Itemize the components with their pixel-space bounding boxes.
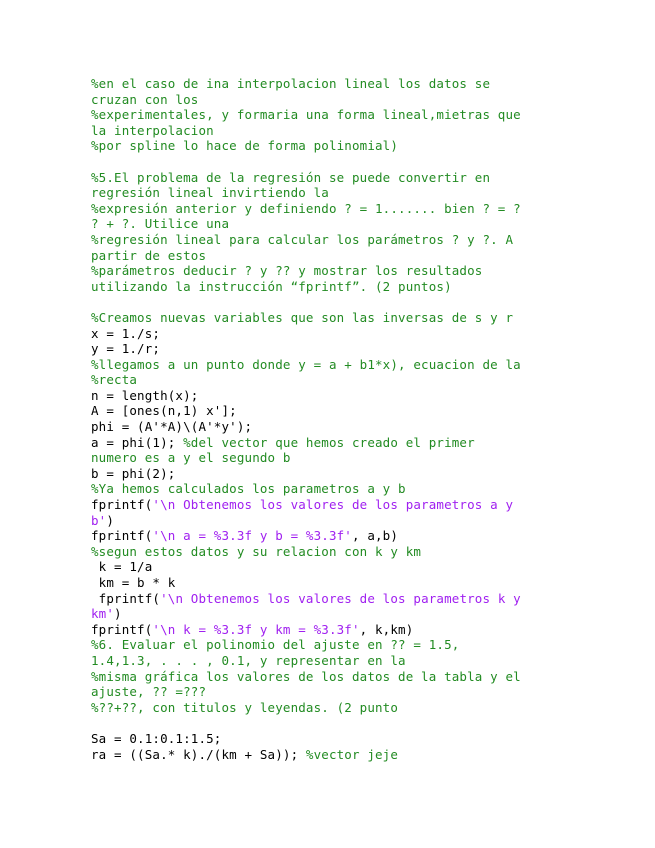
comment-text: %5.El problema de la regresión se puede convertir en (91, 169, 491, 185)
code-text: fprintf( (91, 528, 153, 544)
code-line (91, 637, 571, 653)
comment-text: %6. Evaluar el polinomio del ajuste en ?? = 1.5, (91, 637, 460, 653)
comment-text: %experimentales, y formaria una forma lineal,mietras que (91, 107, 521, 123)
blank-line (91, 715, 571, 731)
code-line (91, 653, 571, 669)
code-line (91, 341, 571, 357)
string-literal: km' (91, 606, 115, 622)
blank-line (91, 294, 571, 310)
comment-text: ? + ?. Utilice una (91, 216, 230, 232)
code-line (91, 497, 571, 513)
code-line (91, 606, 571, 622)
code-line (91, 591, 571, 607)
code-line (91, 731, 571, 747)
code-line (91, 513, 571, 529)
code-line (91, 232, 571, 248)
code-line (91, 185, 571, 201)
code-text: n = length(x); (91, 387, 199, 403)
code-line (91, 435, 571, 451)
code-line (91, 216, 571, 232)
comment-text: cruzan con los (91, 91, 199, 107)
code-line (91, 357, 571, 373)
comment-text: partir de estos (91, 247, 207, 263)
code-text: fprintf( (91, 590, 161, 606)
code-line (91, 170, 571, 186)
comment-text: %??+??, con titulos y leyendas. (2 punto (91, 699, 399, 715)
code-line (91, 528, 571, 544)
code-text: Sa = 0.1:0.1:1.5; (91, 730, 222, 746)
comment-text: %segun estos datos y su relacion con k y km (91, 543, 422, 559)
code-line (91, 279, 571, 295)
code-line (91, 388, 571, 404)
code-text: phi = (A'*A)\(A'*y'); (91, 419, 253, 435)
code-line (91, 123, 571, 139)
code-line (91, 559, 571, 575)
code-document (91, 76, 571, 762)
comment-text: %expresión anterior y definiendo ? = 1....... bien ? = ? (91, 200, 521, 216)
code-line (91, 747, 571, 763)
code-line (91, 544, 571, 560)
code-text: A = [ones(n,1) x']; (91, 403, 237, 419)
code-line (91, 575, 571, 591)
code-text: fprintf( (91, 497, 153, 513)
blank-line (91, 154, 571, 170)
code-line (91, 263, 571, 279)
comment-text: regresión lineal invirtiendo la (91, 185, 329, 201)
code-line (91, 248, 571, 264)
string-literal: '\n k = %3.3f y km = %3.3f' (152, 621, 360, 637)
code-line (91, 372, 571, 388)
code-line (91, 622, 571, 638)
comment-text: utilizando la instrucción “fprintf”. (2 puntos) (91, 278, 452, 294)
comment-text: 1.4,1.3, . . . , 0.1, y representar en la (91, 652, 406, 668)
string-literal: b' (91, 512, 107, 528)
string-literal: '\n a = %3.3f y b = %3.3f' (152, 528, 352, 544)
code-text: , a,b) (351, 528, 399, 544)
code-line (91, 76, 571, 92)
code-line (91, 326, 571, 342)
comment-text: %regresión lineal para calcular los parámetros ? y ?. A (91, 231, 514, 247)
code-text: km = b * k (91, 575, 176, 590)
code-text: y = 1./r; (91, 341, 161, 357)
comment-text: %vector jeje (305, 746, 399, 762)
code-line (91, 138, 571, 154)
comment-text: la interpolacion (91, 122, 214, 138)
code-text: x = 1./s; (91, 325, 161, 341)
code-line (91, 419, 571, 435)
code-text: , k,km) (359, 621, 414, 637)
code-text: ) (114, 606, 122, 622)
comment-text: %misma gráfica los valores de los datos de la tabla y el (91, 668, 521, 684)
comment-text: %llegamos a un punto donde y = a + b1*x), ecuacion de la (91, 356, 521, 372)
string-literal: '\n Obtenemos los valores de los parametros k y (160, 590, 521, 606)
comment-text: %parámetros deducir ? y ?? y mostrar los resultados (91, 263, 483, 279)
code-line (91, 700, 571, 716)
code-line (91, 669, 571, 685)
string-literal: '\n Obtenemos los valores de los parametros a y (152, 497, 514, 513)
comment-text: %Ya hemos calculados los parametros a y b (91, 481, 406, 497)
comment-text: %Creamos nuevas variables que son las inversas de s y r (91, 309, 514, 325)
code-text: ra = ((Sa.* k)./(km + Sa)); (91, 746, 306, 762)
code-line (91, 466, 571, 482)
code-line (91, 481, 571, 497)
comment-text: %del vector que hemos creado el primer (183, 434, 475, 450)
code-line (91, 310, 571, 326)
comment-text: %en el caso de ina interpolacion lineal los datos se (91, 76, 491, 91)
code-text: b = phi(2); (91, 465, 176, 481)
code-text: fprintf( (91, 621, 153, 637)
code-line (91, 107, 571, 123)
code-line (91, 450, 571, 466)
code-text: ) (106, 512, 115, 528)
code-line (91, 201, 571, 217)
code-line (91, 684, 571, 700)
code-line (91, 92, 571, 108)
comment-text: numero es a y el segundo b (91, 450, 291, 466)
comment-text: %por spline lo hace de forma polinomial) (91, 138, 399, 154)
comment-text: ajuste, ?? =??? (91, 684, 207, 700)
code-text: k = 1/a (91, 559, 153, 575)
comment-text: %recta (91, 372, 138, 388)
code-line (91, 403, 571, 419)
code-text: a = phi(1); (91, 434, 184, 450)
